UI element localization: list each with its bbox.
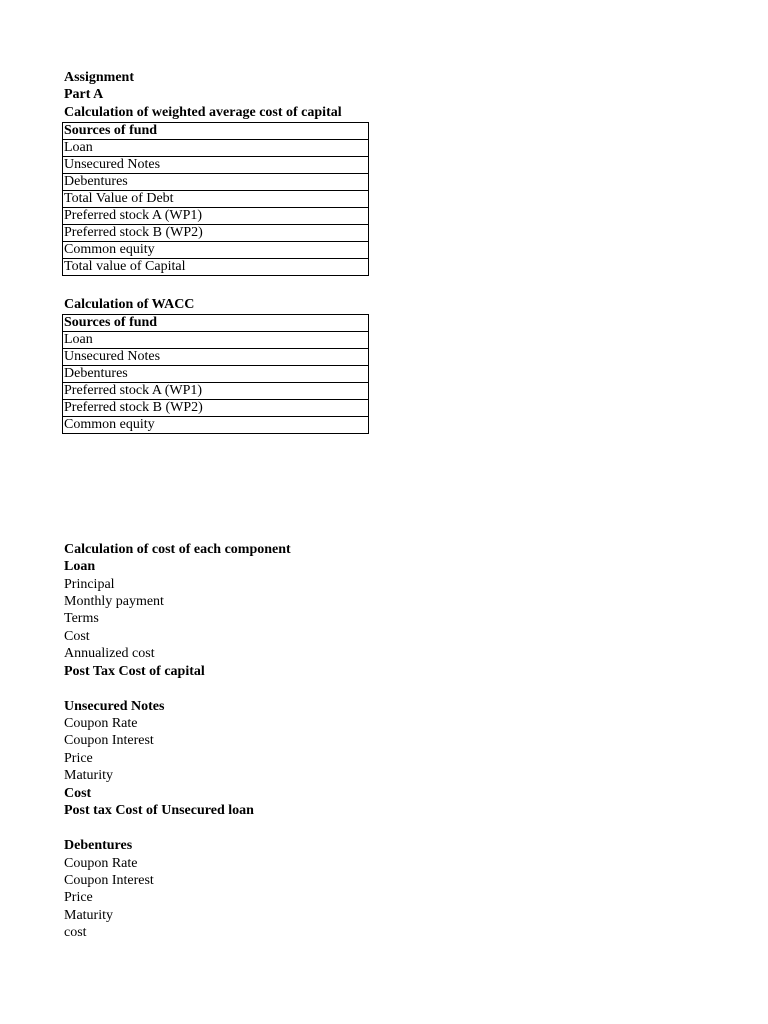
- debentures-heading: Debentures: [64, 838, 133, 853]
- table-row: [63, 123, 369, 140]
- table-header-cell: Sources of fund: [63, 123, 369, 140]
- table-cell: Total Value of Debt: [63, 191, 369, 208]
- list-item: cost: [64, 925, 87, 940]
- part-heading: Part A: [64, 87, 104, 102]
- table-cell: Common equity: [63, 417, 369, 434]
- table-cell: Preferred stock A (WP1): [63, 383, 369, 400]
- list-item: Principal: [64, 577, 115, 592]
- list-item: Coupon Interest: [64, 873, 154, 888]
- table-cell: Debentures: [63, 366, 369, 383]
- capital-table: [62, 122, 369, 276]
- list-item: Price: [64, 890, 93, 905]
- list-item: Cost: [64, 629, 90, 644]
- list-item: Maturity: [64, 768, 113, 783]
- wacc-table: [62, 314, 369, 434]
- table-row: [63, 332, 369, 349]
- list-item: Price: [64, 751, 93, 766]
- list-item: Annualized cost: [64, 646, 155, 661]
- list-item: Maturity: [64, 908, 113, 923]
- table-header-cell: Sources of fund: [63, 315, 369, 332]
- table-row: [63, 259, 369, 276]
- table-row: [63, 191, 369, 208]
- table-cell: Loan: [63, 140, 369, 157]
- loan-post-tax-label: Post Tax Cost of capital: [64, 664, 205, 679]
- table-cell: Unsecured Notes: [63, 349, 369, 366]
- assignment-title: Assignment: [64, 70, 135, 85]
- capital-section-title: Calculation of weighted average cost of capital: [64, 105, 342, 120]
- table-cell: Preferred stock A (WP1): [63, 208, 369, 225]
- list-item: Monthly payment: [64, 594, 164, 609]
- table-row: [63, 174, 369, 191]
- table-cell: Preferred stock B (WP2): [63, 225, 369, 242]
- table-row: [63, 383, 369, 400]
- table-row: [63, 140, 369, 157]
- table-cell: Unsecured Notes: [63, 157, 369, 174]
- table-row: [63, 315, 369, 332]
- list-item: Terms: [64, 611, 99, 626]
- list-item: Coupon Rate: [64, 716, 138, 731]
- list-item: Coupon Rate: [64, 856, 138, 871]
- list-item: Coupon Interest: [64, 733, 154, 748]
- table-row: [63, 349, 369, 366]
- components-section-title: Calculation of cost of each component: [64, 542, 291, 557]
- unsecured-notes-heading: Unsecured Notes: [64, 699, 165, 714]
- table-row: [63, 242, 369, 259]
- table-cell: Total value of Capital: [63, 259, 369, 276]
- table-cell: Loan: [63, 332, 369, 349]
- table-cell: Preferred stock B (WP2): [63, 400, 369, 417]
- table-row: [63, 400, 369, 417]
- wacc-section-title: Calculation of WACC: [64, 297, 195, 312]
- table-row: [63, 225, 369, 242]
- table-row: [63, 208, 369, 225]
- loan-heading: Loan: [64, 559, 96, 574]
- table-cell: Common equity: [63, 242, 369, 259]
- unsecured-post-tax-label: Post tax Cost of Unsecured loan: [64, 803, 254, 818]
- table-row: [63, 366, 369, 383]
- table-row: [63, 417, 369, 434]
- unsecured-cost-label: Cost: [64, 786, 92, 801]
- table-row: [63, 157, 369, 174]
- table-cell: Debentures: [63, 174, 369, 191]
